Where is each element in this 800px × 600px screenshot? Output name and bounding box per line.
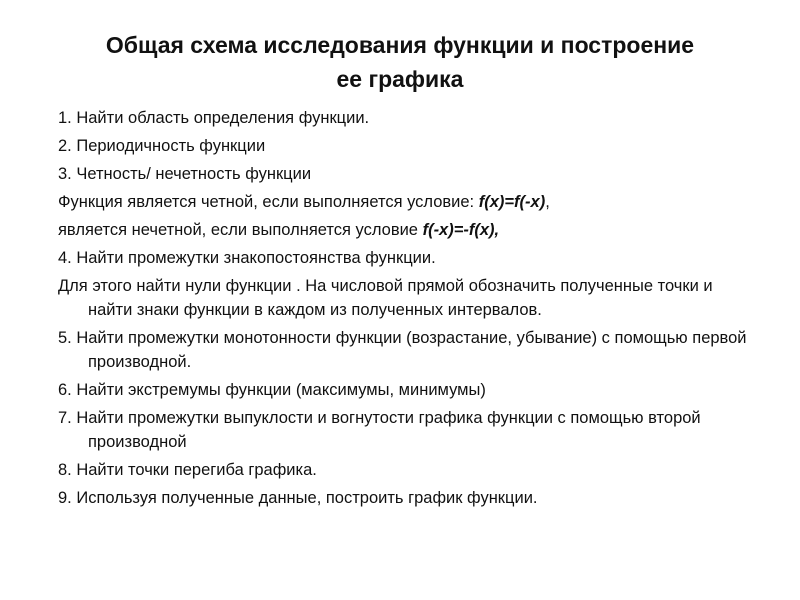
- step-parity: [58, 162, 758, 186]
- even-condition: [58, 190, 758, 214]
- condition-tail: ,: [545, 193, 550, 211]
- odd-formula: f(-x)=-f(x),: [422, 221, 500, 239]
- step-text: 7. Найти промежутки выпуклости и вогнутости графика функции с помощью второй производной: [58, 409, 701, 451]
- step-extrema: [58, 378, 758, 402]
- step-convexity: [58, 406, 758, 454]
- step-text: 1. Найти область определения функции.: [58, 109, 370, 127]
- step-text: 2. Периодичность функции: [58, 137, 266, 155]
- condition-text: является нечетной, если выполняется условие: [58, 221, 423, 239]
- steps-list: [58, 106, 758, 514]
- step-text: 6. Найти экстремумы функции (максимумы, минимумы): [58, 381, 486, 399]
- step-text: 8. Найти точки перегиба графика.: [58, 461, 317, 479]
- step-domain: [58, 106, 758, 130]
- step-text: 3. Четность/ нечетность функции: [58, 165, 312, 183]
- step-plot: [58, 486, 758, 510]
- even-formula: f(x)=f(-x): [478, 193, 546, 211]
- step-text: Для этого найти нули функции . На числовой прямой обозначить полученные точки и найти знаки функции в каждом из полученных интервалов.: [58, 277, 713, 319]
- step-inflection: [58, 458, 758, 482]
- zeros-explanation: [58, 274, 758, 322]
- step-periodicity: [58, 134, 758, 158]
- step-text: 5. Найти промежутки монотонности функции (возрастание, убывание) с помощью первой производной.: [58, 329, 747, 371]
- odd-condition: [58, 218, 758, 242]
- step-sign-intervals: [58, 246, 758, 270]
- slide-title: [40, 28, 760, 96]
- step-text: 4. Найти промежутки знакопостоянства функции.: [58, 249, 436, 267]
- slide-title-line-2: ее графика: [336, 66, 464, 92]
- step-text: 9. Используя полученные данные, построить график функции.: [58, 489, 538, 507]
- step-monotonicity: [58, 326, 758, 374]
- condition-text: Функция является четной, если выполняется условие:: [58, 193, 479, 211]
- slide-title-line-1: Общая схема исследования функции и построение: [105, 32, 695, 58]
